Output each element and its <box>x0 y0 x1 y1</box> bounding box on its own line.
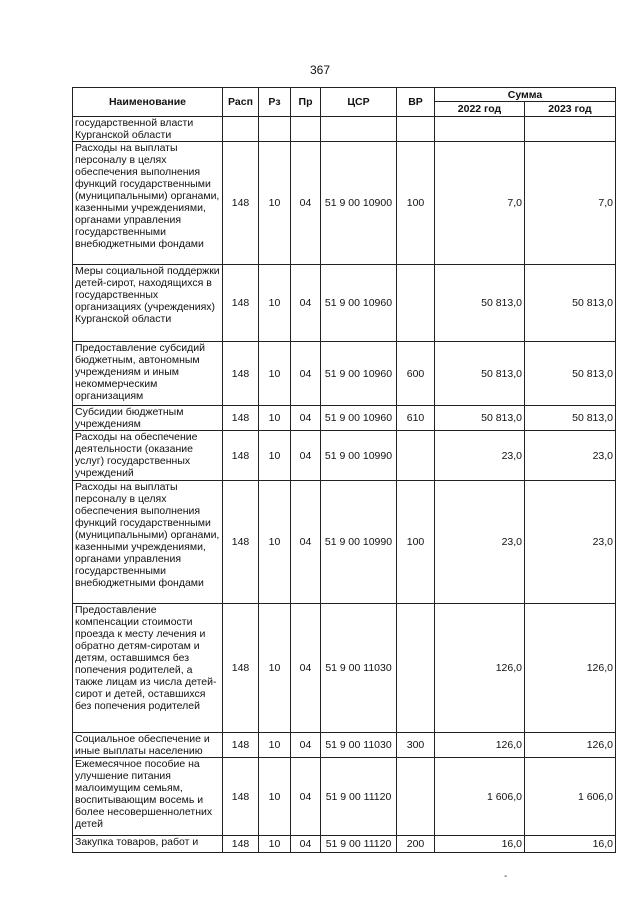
row-2022-cell: 23,0 <box>435 481 525 604</box>
row-2023-cell: 50 813,0 <box>525 406 616 431</box>
row-csr-cell: 51 9 00 10990 <box>321 431 397 481</box>
col-sum-header: Сумма <box>435 88 616 102</box>
table-row <box>73 142 616 265</box>
row-name-cell: Ежемесячное пособие на улучшение питания малоимущим семьям, воспитывающим восемь и более несовершеннолетних детей <box>73 758 223 836</box>
row-vr-cell: 300 <box>397 733 435 758</box>
row-csr-cell <box>321 117 397 142</box>
col-2023-header: 2023 год <box>525 102 616 117</box>
row-2023-cell: 126,0 <box>525 604 616 733</box>
row-vr-cell: 610 <box>397 406 435 431</box>
row-rasp-cell: 148 <box>223 604 259 733</box>
row-2022-cell: 1 606,0 <box>435 758 525 836</box>
row-pr-cell: 04 <box>291 265 321 342</box>
row-rasp-cell: 148 <box>223 406 259 431</box>
page-number: 367 <box>309 63 331 77</box>
row-vr-cell <box>397 265 435 342</box>
col-rasp-header: Расп <box>223 88 259 117</box>
row-2023-cell: 50 813,0 <box>525 265 616 342</box>
row-2023-cell: 16,0 <box>525 836 616 853</box>
row-csr-cell: 51 9 00 11030 <box>321 604 397 733</box>
row-csr-cell: 51 9 00 10960 <box>321 342 397 406</box>
table-row <box>73 265 616 342</box>
row-csr-cell: 51 9 00 10900 <box>321 142 397 265</box>
row-pr-cell: 04 <box>291 142 321 265</box>
row-pr-cell: 04 <box>291 733 321 758</box>
row-pr-cell: 04 <box>291 342 321 406</box>
row-2023-cell: 1 606,0 <box>525 758 616 836</box>
row-csr-cell: 51 9 00 11030 <box>321 733 397 758</box>
row-rasp-cell <box>223 117 259 142</box>
table-row <box>73 406 616 431</box>
row-rz-cell <box>259 117 291 142</box>
row-rasp-cell: 148 <box>223 142 259 265</box>
row-2023-cell: 23,0 <box>525 431 616 481</box>
row-rz-cell: 10 <box>259 406 291 431</box>
row-rz-cell: 10 <box>259 758 291 836</box>
table-row <box>73 431 616 481</box>
row-name-cell: Предоставление компенсации стоимости проезда к месту лечения и обратно детям-сиротам и детям, оставшимся без попечения родителей, а также лицам из числа детей-сирот и детей, оставшихся без попечения родителей <box>73 604 223 733</box>
row-rz-cell: 10 <box>259 604 291 733</box>
row-pr-cell <box>291 117 321 142</box>
row-vr-cell <box>397 604 435 733</box>
row-csr-cell: 51 9 00 10960 <box>321 406 397 431</box>
row-vr-cell: 600 <box>397 342 435 406</box>
row-name-cell: Расходы на выплаты персоналу в целях обеспечения выполнения функций государственными (муниципальными) органами, казенными учреждениями, органами управления государственными внебюджетными фондами <box>73 142 223 265</box>
row-rasp-cell: 148 <box>223 733 259 758</box>
row-2023-cell: 126,0 <box>525 733 616 758</box>
col-rz-header: Рз <box>259 88 291 117</box>
row-rasp-cell: 148 <box>223 265 259 342</box>
row-rasp-cell: 148 <box>223 431 259 481</box>
row-name-cell: Социальное обеспечение и иные выплаты населению <box>73 733 223 758</box>
row-rasp-cell: 148 <box>223 342 259 406</box>
row-name-cell: Закупка товаров, работ и <box>73 836 223 853</box>
row-vr-cell: 100 <box>397 481 435 604</box>
col-vr-header: ВР <box>397 88 435 117</box>
row-rasp-cell: 148 <box>223 758 259 836</box>
row-name-cell: Меры социальной поддержки детей-сирот, находящихся в государственных организациях (учреждениях) Курганской области <box>73 265 223 342</box>
row-vr-cell <box>397 758 435 836</box>
table-row <box>73 481 616 604</box>
row-2023-cell: 7,0 <box>525 142 616 265</box>
row-name-cell: государственной власти Курганской области <box>73 117 223 142</box>
row-vr-cell: 200 <box>397 836 435 853</box>
col-pr-header: Пр <box>291 88 321 117</box>
row-name-cell: Предоставление субсидий бюджетным, автономным учреждениям и иным некоммерческим организациям <box>73 342 223 406</box>
row-pr-cell: 04 <box>291 836 321 853</box>
row-2022-cell: 50 813,0 <box>435 406 525 431</box>
row-name-cell: Субсидии бюджетным учреждениям <box>73 406 223 431</box>
row-rz-cell: 10 <box>259 481 291 604</box>
row-vr-cell <box>397 117 435 142</box>
col-name-header: Наименование <box>73 88 223 117</box>
row-2022-cell <box>435 117 525 142</box>
row-name-cell: Расходы на обеспечение деятельности (оказание услуг) государственных учреждений <box>73 431 223 481</box>
table-row <box>73 836 616 853</box>
row-2022-cell: 16,0 <box>435 836 525 853</box>
row-vr-cell <box>397 431 435 481</box>
row-2022-cell: 126,0 <box>435 733 525 758</box>
row-csr-cell: 51 9 00 10990 <box>321 481 397 604</box>
row-2023-cell: 50 813,0 <box>525 342 616 406</box>
row-rz-cell: 10 <box>259 265 291 342</box>
row-2022-cell: 126,0 <box>435 604 525 733</box>
table-row <box>73 758 616 836</box>
row-rz-cell: 10 <box>259 342 291 406</box>
table-row <box>73 117 616 142</box>
row-rz-cell: 10 <box>259 142 291 265</box>
row-2022-cell: 50 813,0 <box>435 265 525 342</box>
row-rasp-cell: 148 <box>223 481 259 604</box>
row-csr-cell: 51 9 00 11120 <box>321 836 397 853</box>
table-header <box>73 88 616 117</box>
table-row <box>73 733 616 758</box>
row-2023-cell: 23,0 <box>525 481 616 604</box>
row-vr-cell: 100 <box>397 142 435 265</box>
row-2022-cell: 7,0 <box>435 142 525 265</box>
row-2022-cell: 50 813,0 <box>435 342 525 406</box>
row-csr-cell: 51 9 00 10960 <box>321 265 397 342</box>
table-row <box>73 604 616 733</box>
row-rz-cell: 10 <box>259 733 291 758</box>
row-rz-cell: 10 <box>259 836 291 853</box>
budget-table <box>72 87 616 853</box>
row-pr-cell: 04 <box>291 431 321 481</box>
row-pr-cell: 04 <box>291 481 321 604</box>
row-pr-cell: 04 <box>291 758 321 836</box>
col-csr-header: ЦСР <box>321 88 397 117</box>
row-csr-cell: 51 9 00 11120 <box>321 758 397 836</box>
table-body <box>73 117 616 853</box>
stray-mark: - <box>504 871 508 882</box>
row-pr-cell: 04 <box>291 406 321 431</box>
row-name-cell: Расходы на выплаты персоналу в целях обеспечения выполнения функций государственными (муниципальными) органами, казенными учреждениями, органами управления государственными внебюджетными фондами <box>73 481 223 604</box>
row-2023-cell <box>525 117 616 142</box>
col-2022-header: 2022 год <box>435 102 525 117</box>
row-rz-cell: 10 <box>259 431 291 481</box>
table-row <box>73 342 616 406</box>
row-2022-cell: 23,0 <box>435 431 525 481</box>
row-pr-cell: 04 <box>291 604 321 733</box>
row-rasp-cell: 148 <box>223 836 259 853</box>
